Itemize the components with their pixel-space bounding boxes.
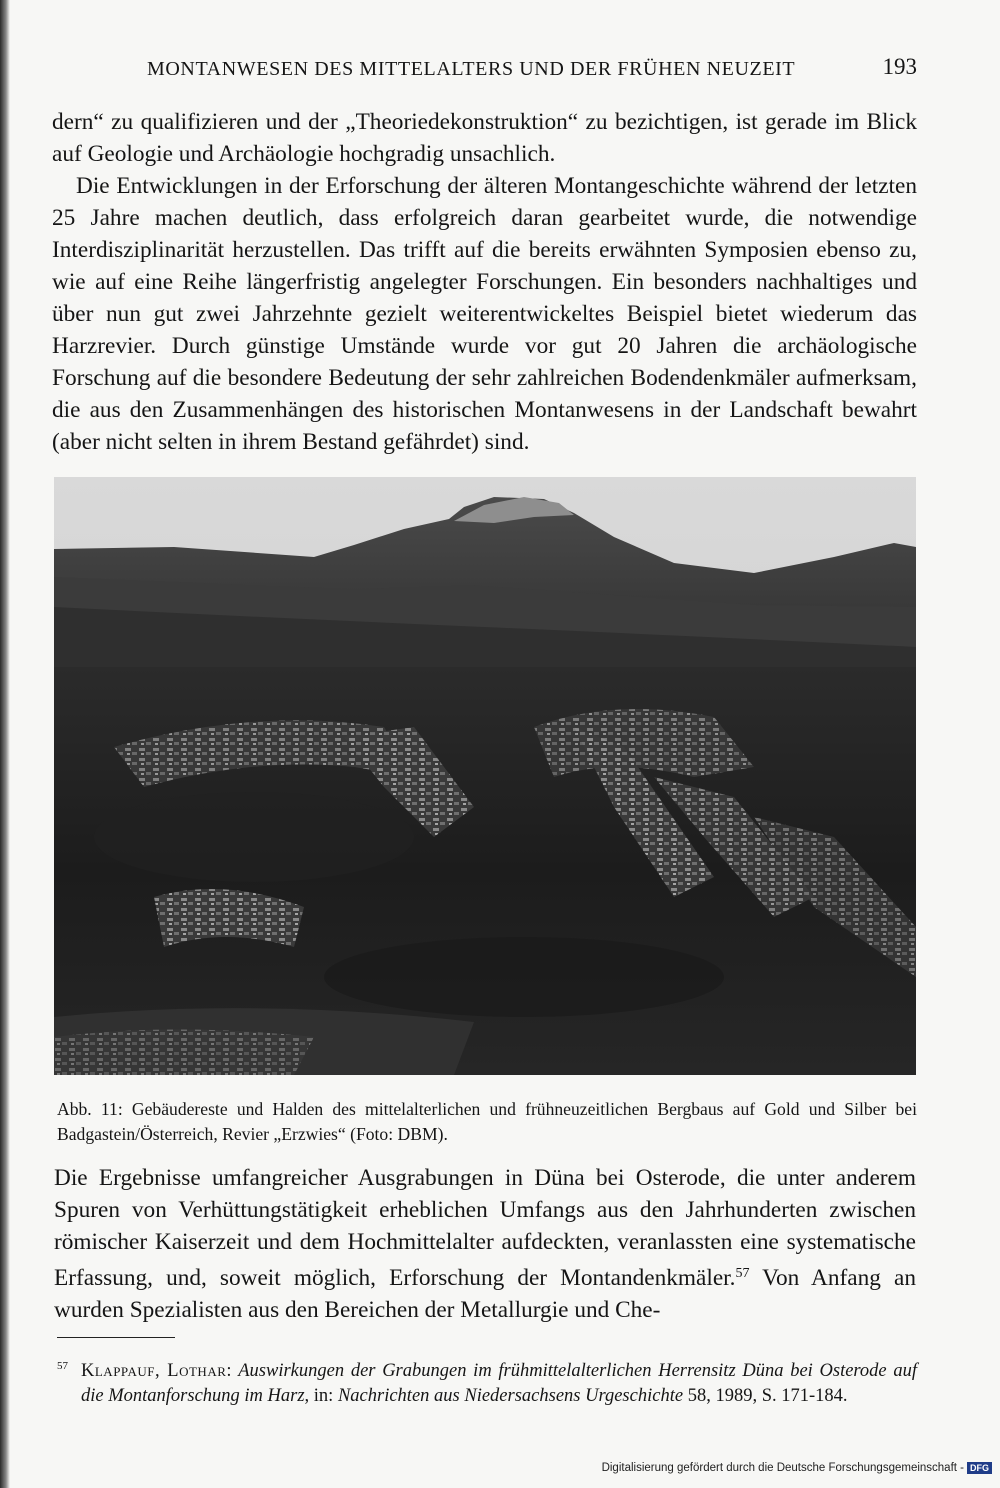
footnote-tail: 58, 1989, S. 171-184.: [683, 1386, 848, 1406]
paragraph-3-tail: Von Anfang an wurden Spezialisten aus den Bereichen der Metallurgie und Che-: [54, 1265, 916, 1323]
paragraph-2: Die Entwicklungen in der Erforschung der älteren Montangeschichte während der letzten 25 Jahre machen deutlich, dass erfolgreich daran gearbeitet wurde, die notwendige Interdisziplinarität herzustellen. Das trifft auf die bereits erwähnten Symposien ebenso zu, wie auf eine Reihe längerfristig angelegter Forschungen. Ein besonders nachhaltiges und über nun gut zwei Jahrzehnte gezielt weiterentwickeltes Beispiel bietet wiederum das Harzrevier. Durch günstige Umstände wurde vor gut 20 Jahren die archäologische Forschung auf die besondere Bedeutung der sehr zahlreichen Bodendenkmäler aufmerksam, die aus den Zusammenhängen des historischen Montanwesens in der Landschaft bewahrt (aber nicht selten in ihrem Bestand gefährdet) sind.: [52, 173, 917, 455]
footnote-sep1: :: [226, 1361, 239, 1381]
figure-caption: Abb. 11: Gebäudereste und Halden des mittelalterlichen und frühneuzeitlichen Bergbaus auf Gold und Silber bei Badgastein/Österreich, Revier „Erzwies“ (Foto: DBM).: [57, 1099, 917, 1144]
page-number: 193: [882, 54, 917, 79]
paragraph-3: [54, 1162, 916, 1326]
footnote-author: Klappauf, Lothar: [81, 1361, 227, 1381]
footnote-separator: [57, 1337, 175, 1338]
scan-edge: [0, 0, 10, 1488]
mountain-landscape-photo: [54, 477, 916, 1075]
running-head-title: MONTANWESEN DES MITTELALTERS UND DER FRÜHEN NEUZEIT: [147, 58, 796, 80]
credit-text: Digitalisierung gefördert durch die Deutsche Forschungsgemeinschaft -: [601, 1462, 964, 1474]
running-head: [52, 52, 917, 86]
footnote-sep2: , in:: [304, 1386, 338, 1406]
footnote-title: Auswirkungen der Grabungen im frühmittelalterlichen Herrensitz Düna bei Osterode auf die Montanforschung im Harz: [81, 1361, 917, 1406]
paragraph-3-text: Die Ergebnisse umfangreicher Ausgrabungen in Düna bei Osterode, die unter anderem Spuren von Verhüttungstätigkeit erheblichen Umfangs aus den Jahrhunderten zwischen römischer Kaiserzeit und dem Hochmittelalter aufdeckten, veranlassten eine systematische Erfassung, und, soweit möglich, Erforschung der Montandenkmäler.: [54, 1165, 916, 1291]
footnote-series: Nachrichten aus Niedersachsens Urgeschichte: [337, 1386, 684, 1406]
dfg-logo: DFG: [967, 1462, 992, 1474]
footnote-number: 57: [57, 1360, 68, 1372]
footnote-reference[interactable]: 57: [735, 1266, 750, 1281]
figure-photo: [54, 477, 916, 1075]
paragraph-1: dern“ zu qualifizieren und der „Theoriedekonstruktion“ zu bezichtigen, ist gerade im Blick auf Geologie und Archäologie hochgradig unsachlich.: [52, 109, 917, 167]
footnote-57: [57, 1354, 917, 1409]
digitization-credit: [602, 1462, 992, 1474]
